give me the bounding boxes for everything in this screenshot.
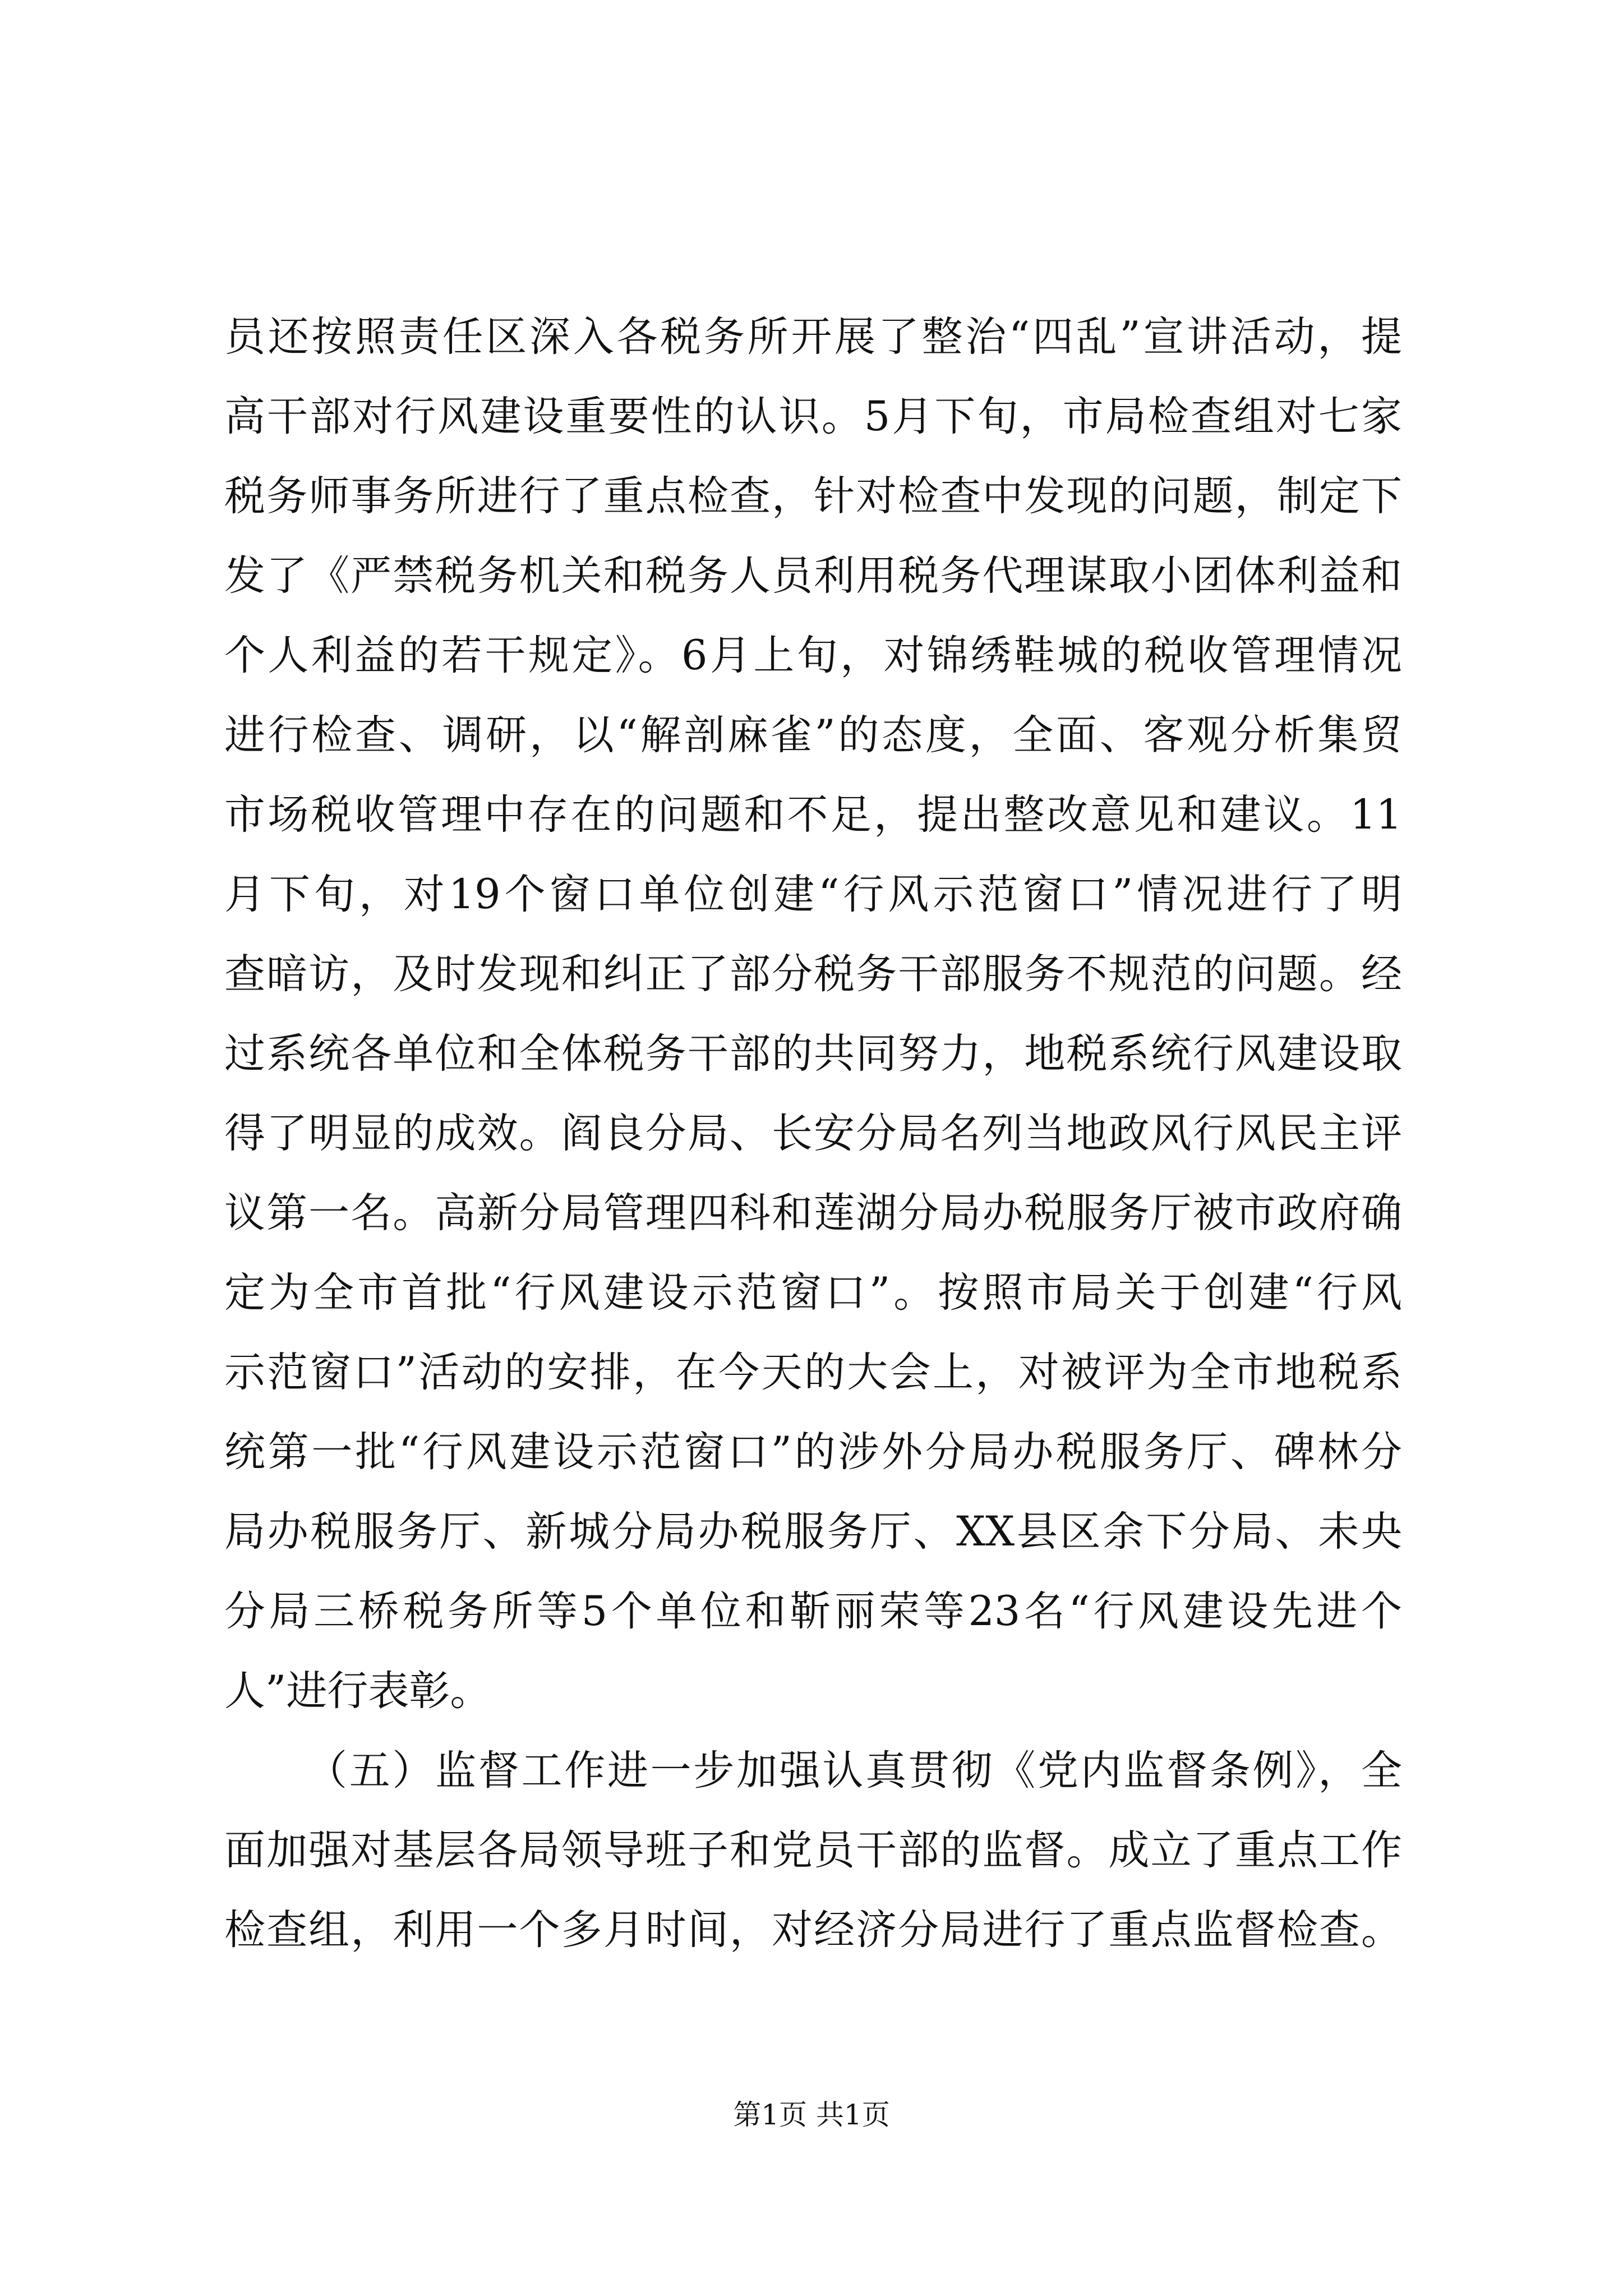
text-line: 分局三桥税务所等5个单位和靳丽荣等23名“行风建设先进个 bbox=[224, 1588, 1402, 1635]
text-line: 高干部对行风建设重要性的认识。5月下旬，市局检查组对七家 bbox=[224, 393, 1402, 440]
page-footer: 第1页 共1页 bbox=[733, 2099, 890, 2131]
text-line: 员还按照责任区深入各税务所开展了整治“四乱”宣讲活动，提 bbox=[224, 313, 1402, 361]
text-line: 过系统各单位和全体税务干部的共同努力，地税系统行风建设取 bbox=[224, 1030, 1402, 1078]
text-line: 得了明显的成效。阎良分局、长安分局名列当地政风行风民主评 bbox=[224, 1110, 1402, 1157]
text-line: 月下旬，对19个窗口单位创建“行风示范窗口”情况进行了明 bbox=[224, 871, 1402, 918]
paragraph-end-line: 人”进行表彰。 bbox=[224, 1667, 491, 1715]
text-line: 示范窗口”活动的安排，在今天的大会上，对被评为全市地税系 bbox=[224, 1349, 1402, 1396]
text-line: 进行检查、调研，以“解剖麻雀”的态度，全面、客观分析集贸 bbox=[224, 711, 1402, 759]
text-line: 市场税收管理中存在的问题和不足，提出整改意见和建议。11 bbox=[224, 791, 1402, 839]
text-line: 发了《严禁税务机关和税务人员利用税务代理谋取小团体利益和 bbox=[224, 552, 1402, 600]
body-text bbox=[224, 297, 1402, 1970]
text-line: 检查组，利用一个多月时间，对经济分局进行了重点监督检查。 bbox=[224, 1906, 1402, 1954]
text-line: 查暗访，及时发现和纠正了部分税务干部服务不规范的问题。经 bbox=[224, 950, 1402, 998]
text-line: 面加强对基层各局领导班子和党员干部的监督。成立了重点工作 bbox=[224, 1826, 1402, 1874]
section-heading-line: （五）监督工作进一步加强认真贯彻《党内监督条例》，全 bbox=[306, 1747, 1402, 1795]
text-line: 个人利益的若干规定》。6月上旬，对锦绣鞋城的税收管理情况 bbox=[224, 632, 1402, 679]
text-line: 局办税服务厅、新城分局办税服务厅、XX县区余下分局、未央 bbox=[224, 1508, 1402, 1556]
text-line: 定为全市首批“行风建设示范窗口”。按照市局关于创建“行风 bbox=[224, 1269, 1402, 1317]
text-line: 议第一名。高新分局管理四科和莲湖分局办税服务厅被市政府确 bbox=[224, 1189, 1402, 1237]
text-line: 税务师事务所进行了重点检查，针对检查中发现的问题，制定下 bbox=[224, 472, 1402, 520]
text-line: 统第一批“行风建设示范窗口”的涉外分局办税服务厅、碑林分 bbox=[224, 1428, 1402, 1476]
